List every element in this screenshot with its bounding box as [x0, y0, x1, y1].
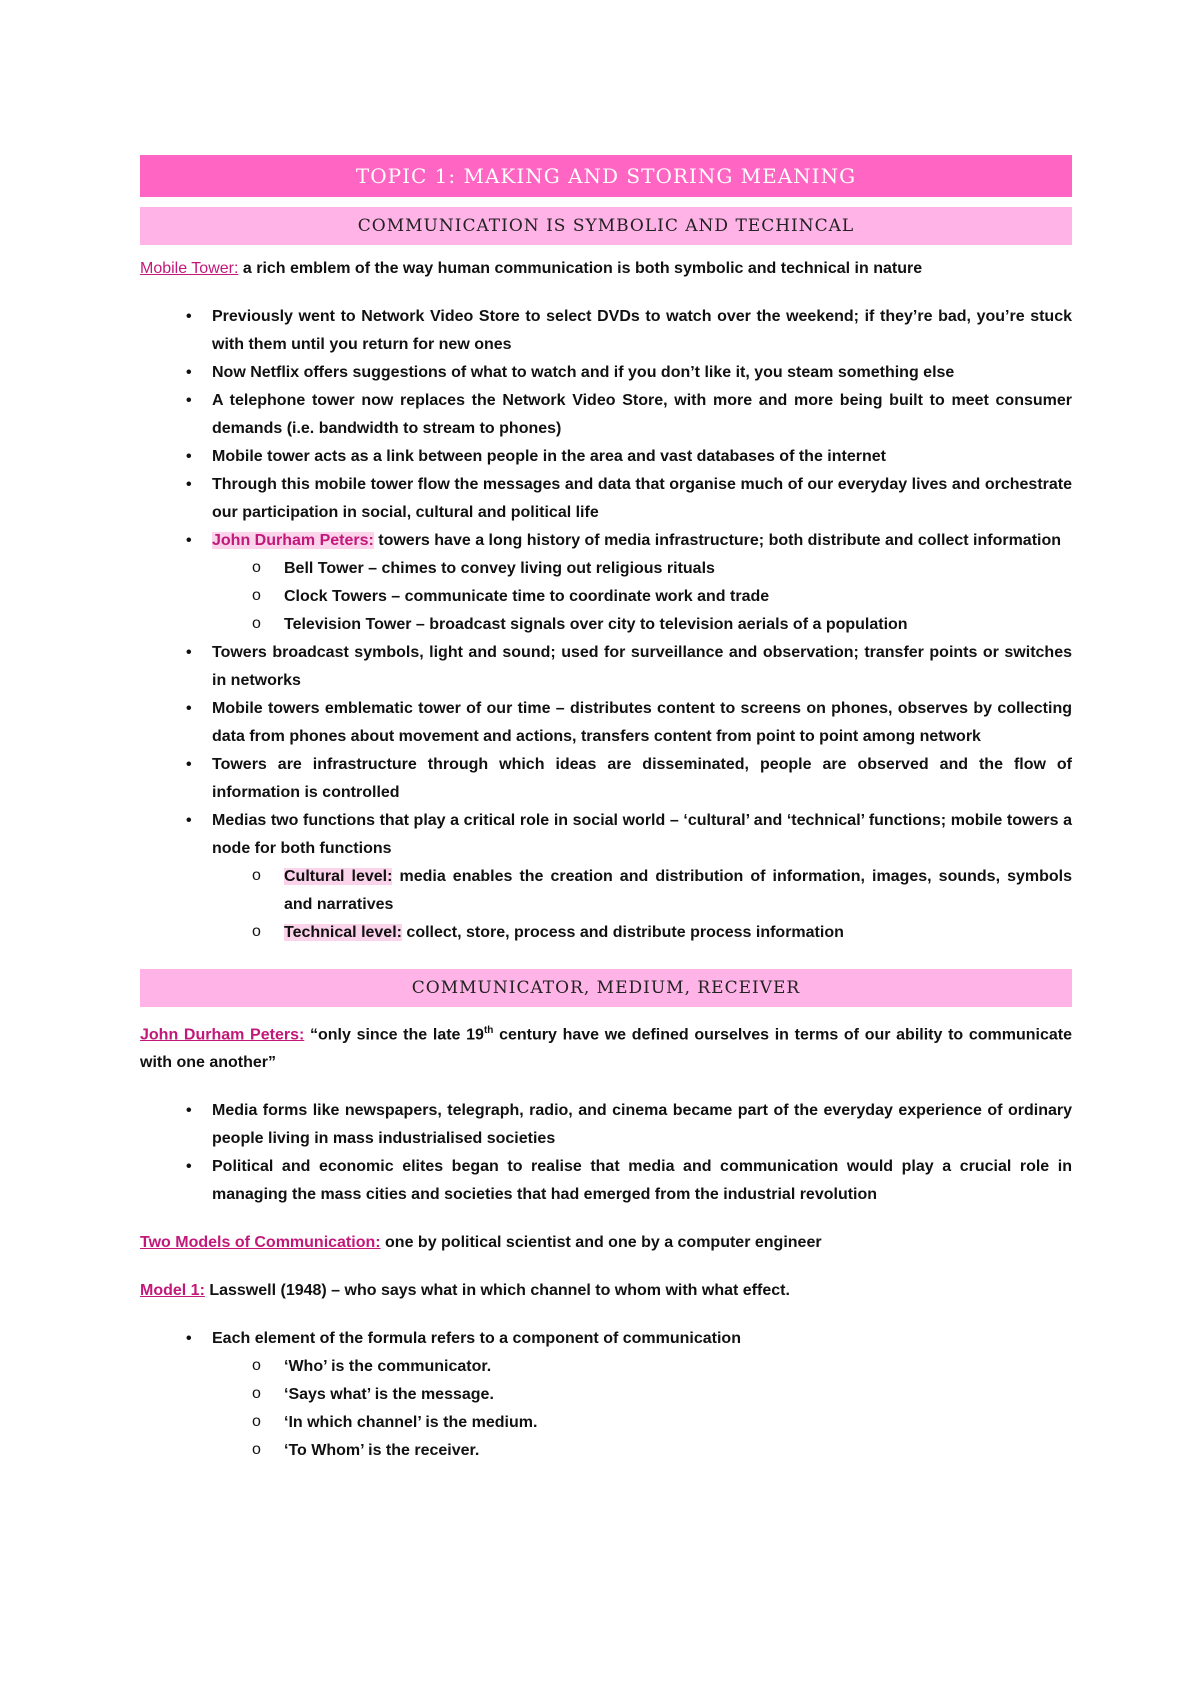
list-item: [140, 751, 1072, 807]
list-item: [140, 359, 1072, 387]
peters-quote: [140, 1017, 1072, 1077]
list-item: [140, 527, 1072, 639]
document-content: [140, 155, 1072, 1465]
list-item-text: Mobile tower acts as a link between people in the area and vast databases of the internet: [212, 448, 886, 465]
list-item: [140, 639, 1072, 695]
quote-text-part1: “only since the late 19: [304, 1026, 484, 1044]
section-heading-communication-symbolic: COMMUNICATION IS SYMBOLIC AND TECHINCAL: [140, 207, 1072, 245]
technical-level-text: collect, store, process and distribute process information: [401, 924, 844, 941]
sub-list-item-text: Television Tower – broadcast signals over city to television aerials of a population: [284, 616, 908, 633]
list-item-text: Medias two functions that play a critical role in social world – ‘cultural’ and ‘technical’ functions; mobile towers a node for both functions: [212, 812, 1072, 857]
bullet-icon: •: [186, 1330, 192, 1348]
sub-bullet-icon: o: [252, 1413, 261, 1431]
list-item-text: Through this mobile tower flow the messages and data that organise much of our everyday lives and orchestrate our participation in social, cultural and political life: [212, 476, 1072, 521]
bullet-icon: •: [186, 532, 192, 549]
sub-list-item-text: ‘Says what’ is the message.: [284, 1386, 494, 1404]
cultural-level-label: Cultural level:: [284, 868, 393, 885]
list-item-text: Political and economic elites began to realise that media and communication would play a crucial role in managing the mass cities and societies that had emerged from the industrial revolution: [212, 1158, 1072, 1204]
topic-title-banner: TOPIC 1: MAKING AND STORING MEANING: [140, 155, 1072, 197]
sub-list-item-text: [212, 919, 1072, 947]
sub-list-item-text: ‘Who’ is the communicator.: [284, 1358, 492, 1376]
technical-level-label: Technical level:: [284, 924, 402, 941]
sub-list-item-text: ‘To Whom’ is the receiver.: [284, 1442, 480, 1460]
list-item-text: Now Netflix offers suggestions of what to watch and if you don’t like it, you steam something else: [212, 364, 955, 381]
sub-bullet-icon: o: [252, 923, 261, 940]
list-item: [140, 1325, 1072, 1465]
section-heading-communicator-medium-receiver: COMMUNICATOR, MEDIUM, RECEIVER: [140, 969, 1072, 1007]
sub-list-item: [140, 863, 1072, 919]
model1-label: Model 1:: [140, 1282, 205, 1300]
two-models-text: one by political scientist and one by a computer engineer: [380, 1234, 822, 1252]
sub-bullet-icon: o: [252, 1385, 261, 1403]
list-item: [140, 443, 1072, 471]
list-item-text: Media forms like newspapers, telegraph, radio, and cinema became part of the everyday experience of ordinary people living in mass industrialised societies: [212, 1102, 1072, 1148]
two-models-label: Two Models of Communication:: [140, 1234, 381, 1252]
list-item: [140, 695, 1072, 751]
section1-bullet-list: [140, 303, 1072, 947]
bullet-icon: •: [186, 756, 192, 773]
bullet-icon: •: [186, 448, 192, 465]
list-item-text: Towers are infrastructure through which ideas are disseminated, people are observed and the flow of information is controlled: [212, 756, 1072, 801]
quote-text-part2: century have we defined ourselves in terms of our ability to communicate with one another”: [140, 1026, 1073, 1072]
sub-list-item-text: Clock Towers – communicate time to coordinate work and trade: [284, 588, 770, 605]
section2-bullet-list-a: [140, 1097, 1072, 1209]
bullet-icon: •: [186, 644, 192, 661]
list-item-text: A telephone tower now replaces the Network Video Store, with more and more being built to meet consumer demands (i.e. bandwidth to stream to phones): [212, 392, 1072, 437]
sub-bullet-icon: o: [252, 587, 261, 604]
sub-list-item: [140, 555, 1072, 583]
sub-list-item-text: Bell Tower – chimes to convey living out religious rituals: [284, 560, 715, 577]
sub-list-item: [140, 1353, 1072, 1381]
sub-bullet-icon: o: [252, 1441, 261, 1459]
list-item: [140, 387, 1072, 443]
bullet-icon: •: [186, 1102, 192, 1120]
sub-list-item: [140, 583, 1072, 611]
sub-bullet-icon: o: [252, 559, 261, 576]
mobile-tower-text: a rich emblem of the way human communication is both symbolic and technical in nature: [238, 260, 923, 277]
sub-list-item-text: [212, 863, 1072, 919]
mobile-tower-intro: [140, 255, 1072, 283]
section2-bullet-list-b: [140, 1325, 1072, 1465]
sub-list-item: [140, 611, 1072, 639]
list-item: [140, 303, 1072, 359]
sub-bullet-icon: o: [252, 615, 261, 632]
bullet-icon: •: [186, 812, 192, 829]
quote-superscript: th: [483, 1025, 494, 1036]
john-durham-peters-quote-label: John Durham Peters:: [140, 1026, 305, 1044]
model1-line: [140, 1277, 1072, 1305]
sub-bullet-icon: o: [252, 1357, 261, 1375]
bullet-icon: •: [186, 1158, 192, 1176]
sub-list-item-text: ‘In which channel’ is the medium.: [284, 1414, 538, 1432]
lasswell-elements-sublist: [140, 1353, 1072, 1465]
list-item: [140, 1097, 1072, 1153]
list-item: [140, 471, 1072, 527]
model1-text: Lasswell (1948) – who says what in which channel to whom with what effect.: [204, 1282, 790, 1300]
bullet-icon: •: [186, 476, 192, 493]
list-item-text: Towers broadcast symbols, light and sound; used for surveillance and observation; transfer points or switches in networks: [212, 644, 1072, 689]
john-durham-peters-label: John Durham Peters:: [212, 532, 374, 549]
mobile-tower-label: Mobile Tower:: [140, 260, 239, 277]
bullet-icon: •: [186, 308, 192, 325]
list-item-text: Previously went to Network Video Store to select DVDs to watch over the weekend; if they’re bad, you’re stuck with them until you return for new ones: [212, 308, 1072, 353]
list-item: [140, 1153, 1072, 1209]
bullet-icon: •: [186, 700, 192, 717]
two-models-line: [140, 1229, 1072, 1257]
list-item-text: towers have a long history of media infrastructure; both distribute and collect information: [373, 532, 1062, 549]
list-item-text: Mobile towers emblematic tower of our time – distributes content to screens on phones, observes by collecting data from phones about movement and actions, transfers content from point to point among network: [212, 700, 1072, 745]
tower-types-sublist: [140, 555, 1072, 639]
list-item-text: Each element of the formula refers to a component of communication: [212, 1330, 741, 1348]
sub-list-item: [140, 1437, 1072, 1465]
cultural-level-text: media enables the creation and distribution of information, images, sounds, symbols and narratives: [284, 868, 1072, 913]
list-item: [140, 807, 1072, 947]
sub-list-item: [140, 919, 1072, 947]
sub-list-item: [140, 1381, 1072, 1409]
media-functions-sublist: [140, 863, 1072, 947]
sub-bullet-icon: o: [252, 867, 261, 884]
bullet-icon: •: [186, 364, 192, 381]
sub-list-item: [140, 1409, 1072, 1437]
bullet-icon: •: [186, 392, 192, 409]
